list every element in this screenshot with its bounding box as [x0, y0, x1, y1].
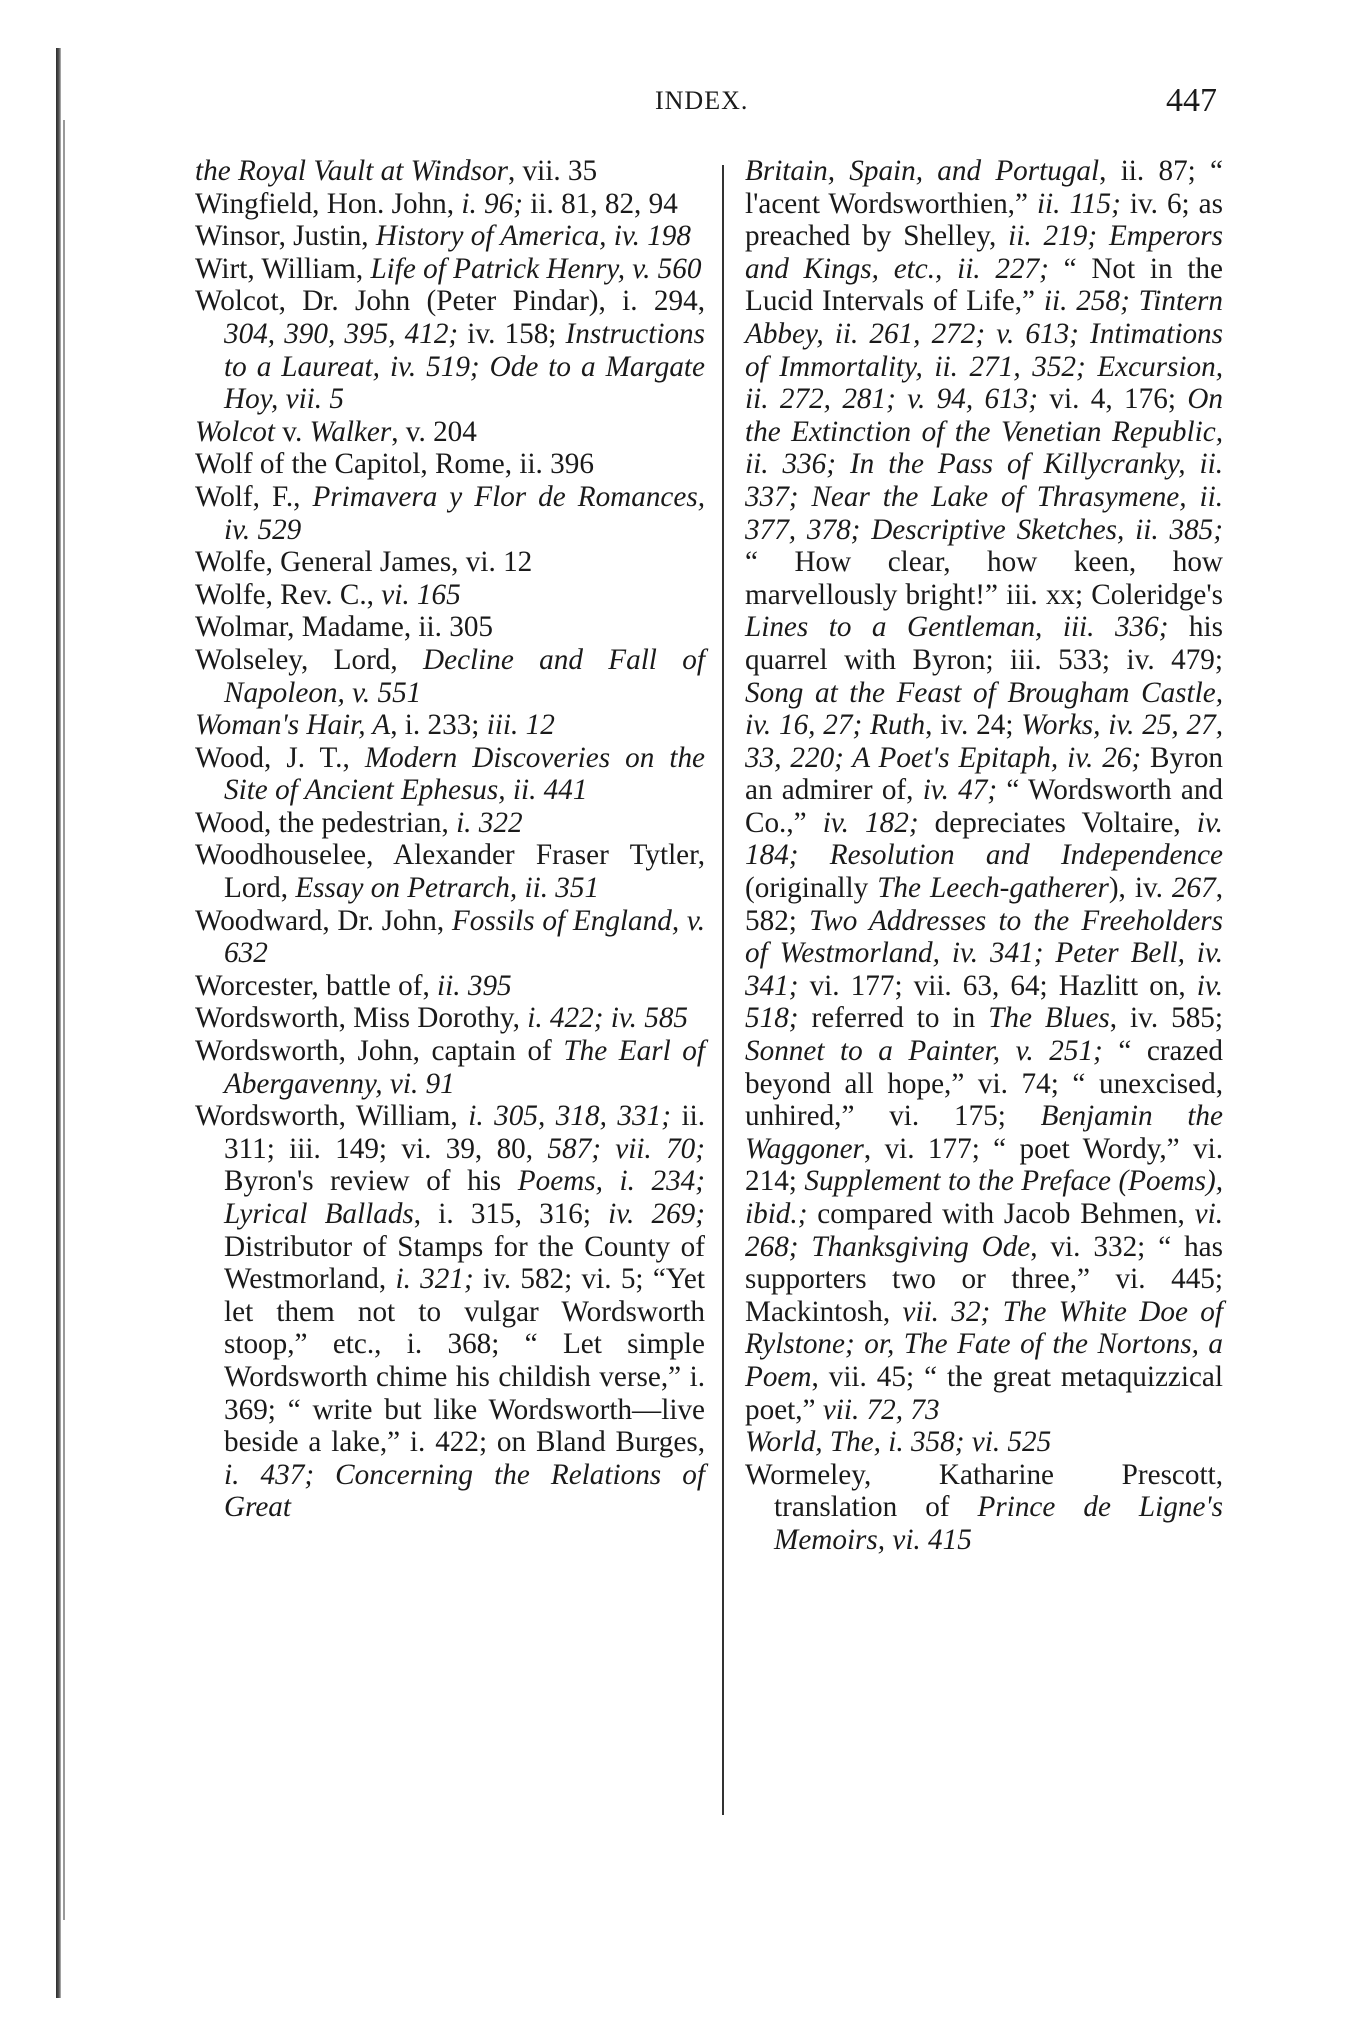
- index-entry: World, The, i. 358; vi. 525: [745, 1426, 1052, 1459]
- index-entry: Wolf, F., Primavera y Flor de Romances, iv. 529: [195, 480, 705, 546]
- index-entry: Wolmar, Madame, ii. 305: [195, 611, 494, 644]
- page-number: 447: [1166, 82, 1217, 119]
- index-entry: Wingfield, Hon. John, i. 96; ii. 81, 82, 94: [195, 187, 678, 220]
- page-title: INDEX.: [655, 86, 749, 115]
- index-column-right: [745, 155, 1223, 1557]
- book-binding-edge: [56, 48, 61, 1998]
- index-entry: Wirt, William, Life of Patrick Henry, v. 560: [195, 252, 702, 285]
- index-entry: Wolfe, Rev. C., vi. 165: [195, 578, 461, 611]
- index-entry: Wood, the pedestrian, i. 322: [195, 806, 523, 839]
- index-entry: Wolseley, Lord, Decline and Fall of Napoleon, v. 551: [195, 643, 705, 709]
- index-entry: Wolfe, General James, vi. 12: [195, 546, 533, 579]
- book-binding-shadow: [63, 120, 65, 1920]
- index-entry: Britain, Spain, and Portugal, ii. 87; “ l'acent Wordsworthien,” ii. 115; iv. 6; as preached by Shelley, ii. 219; Emperors and Kings, etc., ii. 227; “ Not in the Lucid Intervals of Life,” ii. 258; Tintern Abbey, ii. 261, 272; v. 613; Intimations of Immortality, ii. 271, 352; Excursion, ii. 272, 281; v. 94, 613; vi. 4, 176; On the Extinction of the Venetian Republic, ii. 336; In the Pass of Killycranky, ii. 337; Near the Lake of Thrasymene, ii. 377, 378; Descriptive Sketches, ii. 385; “ How clear, how keen, how marvellously bright!” iii. xx; Coleridge's Lines to a Gentleman, iii. 336; his quarrel with Byron; iii. 533; iv. 479; Song at the Feast of Brougham Castle, iv. 16, 27; Ruth, iv. 24; Works, iv. 25, 27, 33, 220; A Poet's Epitaph, iv. 26; Byron an admirer of, iv. 47; “ Wordsworth and Co.,” iv. 182; depreciates Voltaire, iv. 184; Resolution and Independence (originally The Leech-gatherer), iv. 267, 582; Two Addresses to the Freeholders of Westmorland, iv. 341; Peter Bell, iv. 341; vi. 177; vii. 63, 64; Hazlitt on, iv. 518; referred to in The Blues, iv. 585; Sonnet to a Painter, v. 251; “ crazed beyond all hope,” vi. 74; “ unexcised, unhired,” vi. 175; Benjamin the Waggoner, vi. 177; “ poet Wordy,” vi. 214; Supplement to the Preface (Poems), ibid.; compared with Jacob Behmen, vi. 268; Thanksgiving Ode, vi. 332; “ has supporters two or three,” vi. 445; Mackintosh, vii. 32; The White Doe of Rylstone; or, The Fate of the Nortons, a Poem, vii. 45; “ the great metaquizzical poet,” vii. 72, 73: [745, 155, 1224, 1426]
- index-entry: Wordsworth, William, i. 305, 318, 331; ii. 311; iii. 149; vi. 39, 80, 587; vii. 70; Byron's review of his Poems, i. 234; Lyrical Ballads, i. 315, 316; iv. 269; Distributor of Stamps for the County of Westmorland, i. 321; iv. 582; vi. 5; “Yet let them not to vulgar Wordsworth stoop,” etc., i. 368; “ Let simple Wordsworth chime his childish verse,” i. 369; “ write but like Wordsworth—live beside a lake,” i. 422; on Bland Burges, i. 437; Concerning the Relations of Great: [195, 1100, 705, 1524]
- column-divider: [722, 165, 724, 1815]
- index-entry: Wood, J. T., Modern Discoveries on the Site of Ancient Ephesus, ii. 441: [195, 741, 705, 807]
- index-entry: Wolf of the Capitol, Rome, ii. 396: [195, 448, 594, 481]
- index-entry: Wordsworth, Miss Dorothy, i. 422; iv. 585: [195, 1002, 689, 1035]
- index-column-left: [195, 155, 705, 1524]
- index-entry: Wormeley, Katharine Prescott, translation of Prince de Ligne's Memoirs, vi. 415: [745, 1458, 1223, 1556]
- index-entry: Woodward, Dr. John, Fossils of England, v. 632: [195, 904, 705, 970]
- page-header: [195, 82, 1245, 126]
- index-entry: Woman's Hair, A, i. 233; iii. 12: [195, 709, 555, 742]
- index-entry: Worcester, battle of, ii. 395: [195, 969, 512, 1002]
- index-entry: Woodhouselee, Alexander Fraser Tytler, Lord, Essay on Petrarch, ii. 351: [195, 839, 705, 905]
- index-entry: Winsor, Justin, History of America, iv. 198: [195, 220, 691, 253]
- index-entry: the Royal Vault at Windsor, vii. 35: [195, 155, 598, 187]
- index-entry: Wordsworth, John, captain of The Earl of Abergavenny, vi. 91: [195, 1035, 706, 1100]
- index-entry: Wolcot, Dr. John (Peter Pindar), i. 294, 304, 390, 395, 412; iv. 158; Instructions to a Laureat, iv. 519; Ode to a Margate Hoy, vii. 5: [195, 285, 705, 416]
- index-entry: Wolcot v. Walker, v. 204: [195, 415, 477, 448]
